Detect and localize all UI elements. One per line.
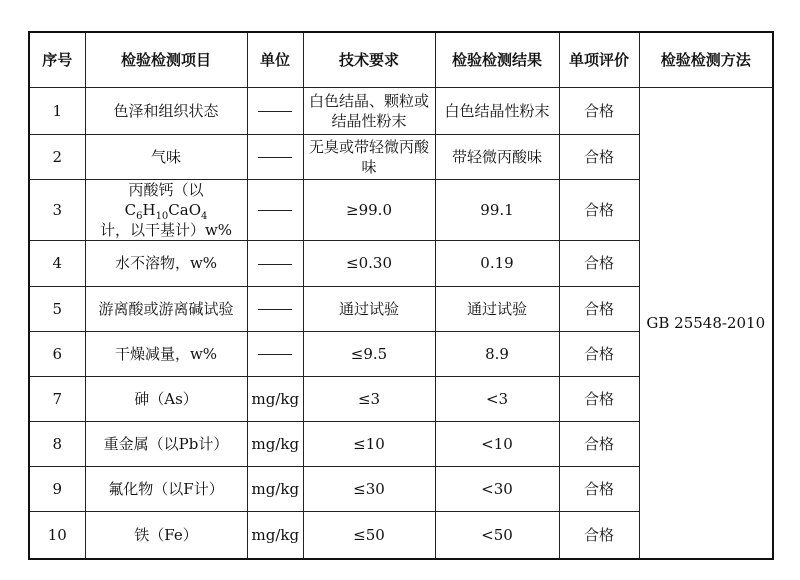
cell-unit: mg/kg xyxy=(247,421,303,466)
cell-evaluation: 合格 xyxy=(559,179,639,240)
cell-no: 8 xyxy=(29,421,85,466)
dash-mark xyxy=(258,210,292,211)
cell-requirement: ≤3 xyxy=(303,376,435,421)
requirement-text: 无臭或带轻微丙酸味 xyxy=(308,137,429,176)
dash-mark xyxy=(258,157,292,158)
cell-item: 铁（Fe） xyxy=(85,511,247,559)
cell-no: 2 xyxy=(29,134,85,179)
cell-result: <50 xyxy=(435,511,559,559)
cell-requirement xyxy=(303,87,435,134)
cell-result: 0.19 xyxy=(435,240,559,286)
cell-evaluation: 合格 xyxy=(559,87,639,134)
header-method: 检验检测方法 xyxy=(639,32,773,87)
cell-no: 1 xyxy=(29,87,85,134)
cell-no: 6 xyxy=(29,331,85,376)
cell-unit xyxy=(247,286,303,331)
cell-result: 通过试验 xyxy=(435,286,559,331)
header-row xyxy=(29,32,773,87)
cell-item: 水不溶物，w% xyxy=(85,240,247,286)
cell-evaluation: 合格 xyxy=(559,421,639,466)
cell-result: <3 xyxy=(435,376,559,421)
cell-requirement: 通过试验 xyxy=(303,286,435,331)
cell-item: 色泽和组织状态 xyxy=(85,87,247,134)
cell-no: 10 xyxy=(29,511,85,559)
cell-result: <10 xyxy=(435,421,559,466)
cell-no: 9 xyxy=(29,466,85,511)
cell-result: <30 xyxy=(435,466,559,511)
cell-result: 带轻微丙酸味 xyxy=(435,134,559,179)
cell-evaluation: 合格 xyxy=(559,286,639,331)
cell-evaluation: 合格 xyxy=(559,511,639,559)
cell-requirement: ≤9.5 xyxy=(303,331,435,376)
cell-requirement: ≤30 xyxy=(303,466,435,511)
cell-evaluation: 合格 xyxy=(559,331,639,376)
cell-item: 干燥减量，w% xyxy=(85,331,247,376)
cell-unit xyxy=(247,87,303,134)
cell-unit xyxy=(247,179,303,240)
header-result: 检验检测结果 xyxy=(435,32,559,87)
cell-unit xyxy=(247,134,303,179)
cell-requirement: ≤50 xyxy=(303,511,435,559)
cell-no: 5 xyxy=(29,286,85,331)
cell-no: 7 xyxy=(29,376,85,421)
cell-no: 4 xyxy=(29,240,85,286)
cell-requirement xyxy=(303,134,435,179)
header-no: 序号 xyxy=(29,32,85,87)
table-row xyxy=(29,87,773,134)
dash-mark xyxy=(258,111,292,112)
cell-unit: mg/kg xyxy=(247,466,303,511)
cell-item: 氟化物（以F计） xyxy=(85,466,247,511)
dash-mark xyxy=(258,354,292,355)
dash-mark xyxy=(258,264,292,265)
cell-requirement: ≤10 xyxy=(303,421,435,466)
cell-evaluation: 合格 xyxy=(559,376,639,421)
requirement-text: 白色结晶、颗粒或结晶性粉末 xyxy=(308,91,429,130)
item-text: 丙酸钙（以$C_6H_{10}CaO_4$ 计，以干基计）w% xyxy=(99,180,233,239)
cell-item: 重金属（以Pb计） xyxy=(85,421,247,466)
dash-mark xyxy=(258,309,292,310)
header-item: 检验检测项目 xyxy=(85,32,247,87)
cell-item: 气味 xyxy=(85,134,247,179)
cell-requirement: ≥99.0 xyxy=(303,179,435,240)
header-requirement: 技术要求 xyxy=(303,32,435,87)
cell-item: 游离酸或游离碱试验 xyxy=(85,286,247,331)
cell-unit xyxy=(247,240,303,286)
cell-requirement: ≤0.30 xyxy=(303,240,435,286)
inspection-table xyxy=(28,31,774,560)
header-unit: 单位 xyxy=(247,32,303,87)
cell-item xyxy=(85,179,247,240)
cell-evaluation: 合格 xyxy=(559,240,639,286)
cell-method: GB 25548-2010 xyxy=(639,87,773,559)
cell-result: 99.1 xyxy=(435,179,559,240)
cell-unit: mg/kg xyxy=(247,376,303,421)
header-evaluation: 单项评价 xyxy=(559,32,639,87)
cell-evaluation: 合格 xyxy=(559,466,639,511)
cell-item: 砷（As） xyxy=(85,376,247,421)
cell-result: 8.9 xyxy=(435,331,559,376)
cell-unit xyxy=(247,331,303,376)
cell-no: 3 xyxy=(29,179,85,240)
cell-unit: mg/kg xyxy=(247,511,303,559)
cell-result: 白色结晶性粉末 xyxy=(435,87,559,134)
cell-evaluation: 合格 xyxy=(559,134,639,179)
